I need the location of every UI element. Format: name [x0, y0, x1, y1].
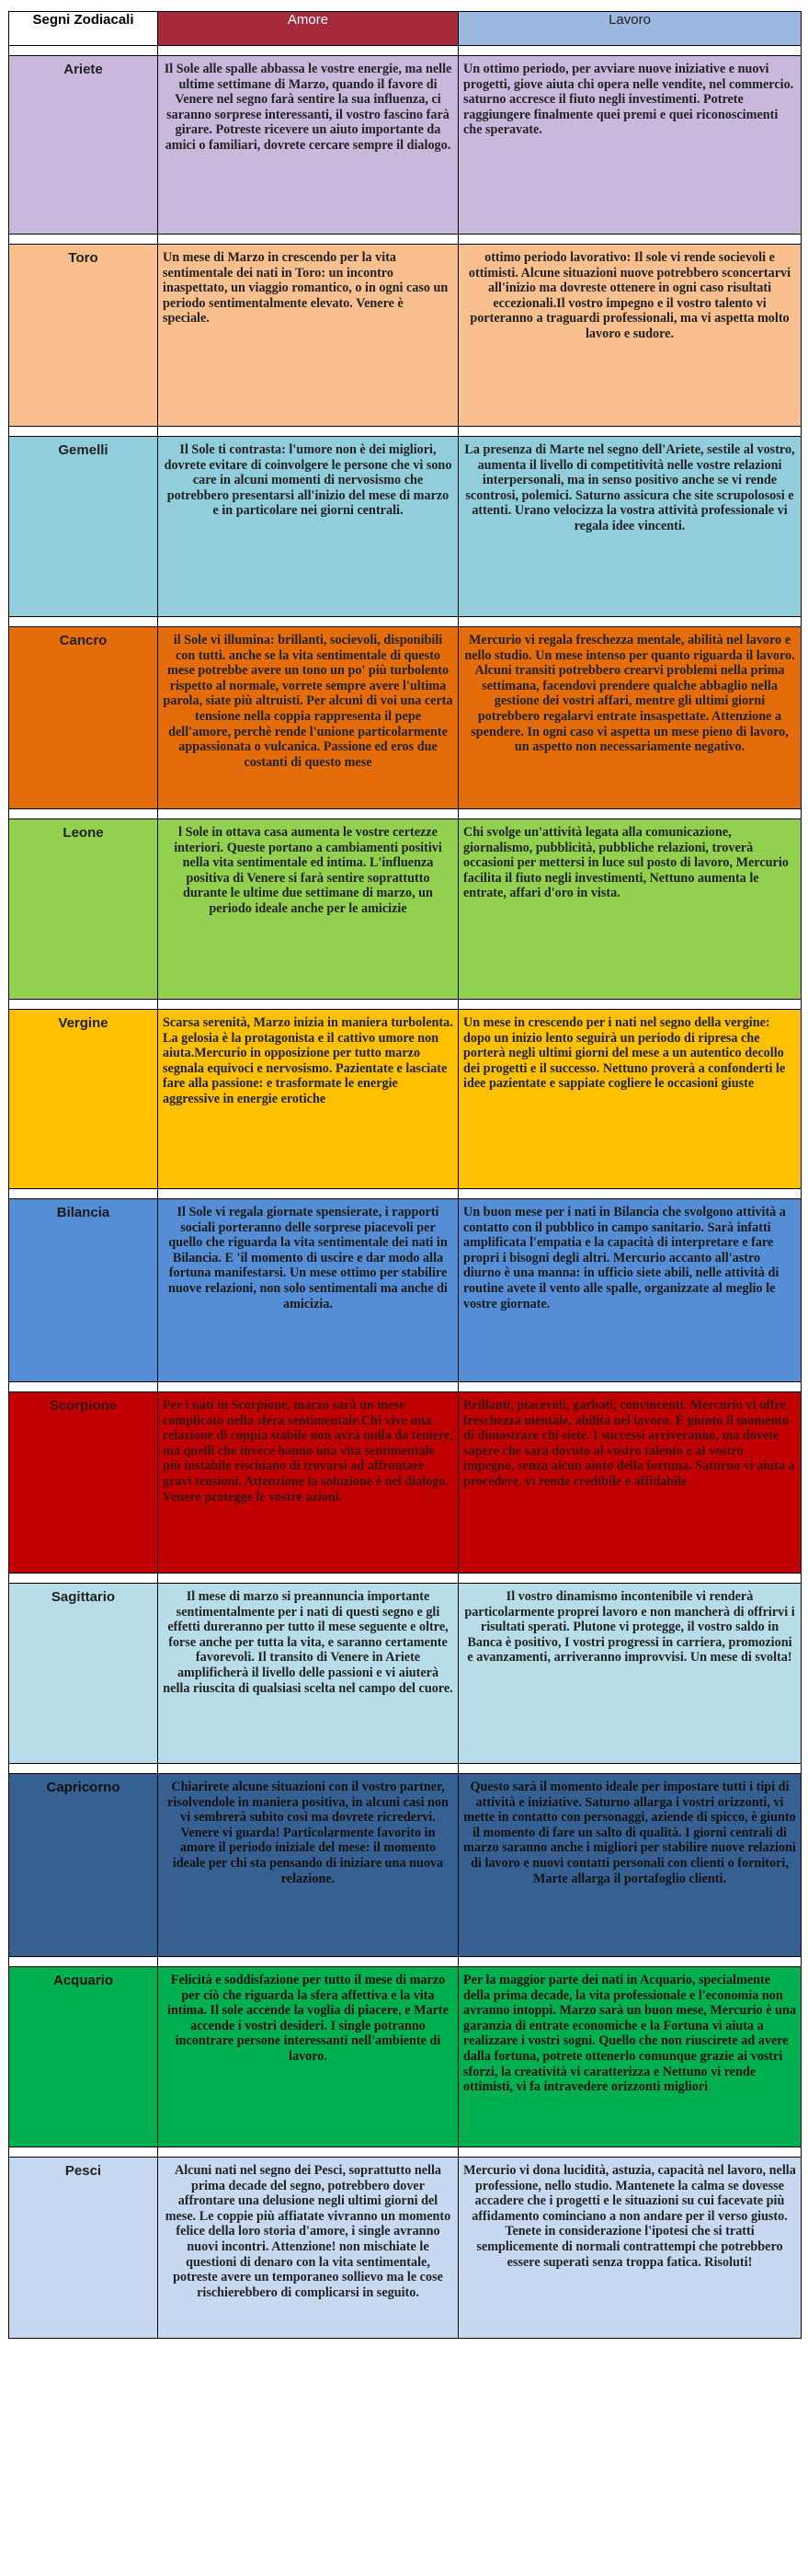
spacer-cell	[158, 1574, 459, 1584]
header-row	[9, 12, 802, 46]
love-text: l Sole in ottava casa aumenta le vostre certezze interiori. Queste portano a cambiamenti positivi nella vita sentimentale ed intima. L'influenza positiva di Venere si farà sentire soprattutto durante le ultime due settimane di marzo, un periodo ideale anche per le amicizie	[158, 819, 459, 1000]
sign-name: Pesci	[9, 2158, 158, 2339]
sign-row-bilancia	[9, 1199, 802, 1382]
love-text: Felicità e soddisfazione per tutto il mese di marzo per ciò che riguarda la sfera affettiva e la vita intima. Il sole accende la voglia di piacere, e Marte accende i vostri desideri. I single potranno incontrare persone interessanti nell'ambiente di lavoro.	[158, 1967, 459, 2147]
spacer-row	[9, 1382, 802, 1392]
spacer-row	[9, 809, 802, 819]
sign-name: Leone	[9, 819, 158, 1000]
sign-row-ariete	[9, 56, 802, 235]
spacer-row	[9, 1574, 802, 1584]
spacer-cell	[9, 1382, 158, 1392]
work-text: Mercurio vi dona lucidità, astuzia, capacità nel lavoro, nella professione, nello studio. Mantenete la calma se dovesse accadere che i progetti e le situazioni su cui facevate più affidamento cominciano a non andare per il verso giusto. Tenete in considerazione l'ipotesi che si tratti semplicemente di normali contrattempi che potrebbero essere superati senza troppa fatica. Risoluti!	[459, 2158, 802, 2339]
sign-name: Sagittario	[9, 1584, 158, 1764]
spacer-cell	[9, 617, 158, 627]
spacer-row	[9, 1764, 802, 1774]
sign-row-vergine	[9, 1010, 802, 1189]
spacer-cell	[158, 1764, 459, 1774]
work-text: Mercurio vi regala freschezza mentale, abilità nel lavoro e nello studio. Un mese intenso per quanto riguarda il lavoro. Alcuni transiti potrebbero crearvi problemi nella prima settimana, facendovi prendere qualche abbaglio nella gestione dei vostri affari, mentre gli ultimi giorni potrebbero regalarvi entrate insaspettate. Attenzione a spendere. In ogni caso vi aspetta un mese pieno di lavoro, un aspetto non necessariamente negativo.	[459, 627, 802, 809]
spacer-cell	[459, 427, 802, 437]
spacer-row	[9, 427, 802, 437]
love-text: il Sole vi illumina: brillanti, socievoli, disponibili con tutti. anche se la vita sentimentale di questo mese potrebbe avere un tono un po' più turbolento rispetto al normale, vorrete sempre avere l'ultima parola, siate più altruisti. Per alcuni di voi una certa tensione nella coppia rappresenta il pepe dell'amore, perchè rende l'unione particolarmente appassionata o vulcanica. Passione ed eros due costanti di questo mese	[158, 627, 459, 809]
spacer-cell	[9, 235, 158, 245]
spacer-cell	[9, 1189, 158, 1199]
spacer-cell	[459, 809, 802, 819]
spacer-cell	[459, 1574, 802, 1584]
sign-row-scorpione	[9, 1392, 802, 1574]
love-text: Per i nati in Scorpione, marzo sarà un mese complicato nella sfera sentimentale.Chi vive una relazione di coppia stabile non avrà nulla da temere, ma quelli che invece hanno una vita sentimentale più instabile rischiano di trovarsi ad affrontare gravi tensioni. Attenzione la soluzione è nel dialogo. Venere protegge le vostre azioni.	[158, 1392, 459, 1574]
work-text: Brillanti, piacevoli, garbati, convincenti. Mercurio vi offre freschezza mentale, abilità nel lavoro. È giunto il momento di dimostrare chi siete. I successi arriveranno, ma dovete sapere che sarà dovuto al vostro talento e al vostro impegno, senza alcun aiuto della fortuna. Satnrno vi aiuta a procedere, vi rende credibile e affidabile	[459, 1392, 802, 1574]
spacer-cell	[158, 2147, 459, 2158]
work-text: Un ottimo periodo, per avviare nuove iniziative e nuovi progetti, giove aiuta chi opera nelle vendite, nel commercio. saturno accresce il fiuto negli investimenti. Potrete raggiungere finalmente quei premi e quei riconoscimenti che speravate.	[459, 56, 802, 235]
sign-name: Toro	[9, 245, 158, 427]
spacer-cell	[9, 1574, 158, 1584]
spacer-row	[9, 46, 802, 56]
spacer-cell	[9, 2147, 158, 2158]
sign-row-pesci	[9, 2158, 802, 2339]
spacer-cell	[459, 235, 802, 245]
header-signs: Segni Zodiacali	[9, 12, 158, 46]
sign-name: Vergine	[9, 1010, 158, 1189]
love-text: Il Sole ti contrasta: l'umore non è dei migliori, dovrete evitare di coinvolgere le persone che vi sono care in alcuni momenti di nervosismo che potrebbero presentarsi all'inizio del mese di marzo e in particolare nei giorni centrali.	[158, 437, 459, 617]
sign-name: Capricorno	[9, 1774, 158, 1957]
spacer-cell	[9, 809, 158, 819]
love-text: Alcuni nati nel segno dei Pesci, soprattutto nella prima decade del segno, potrebbero dover affrontare una delusione negli ultimi giorni del mese. Le coppie più affiatate vivranno un momento felice della loro storia d'amore, i single avranno nuovi incontri. Attenzione! non mischiate le questioni di denaro con la vita sentimentale, potreste avere un temporaneo sollievo ma le cose rischierebbero di complicarsi in seguito.	[158, 2158, 459, 2339]
work-text: Un buon mese per i nati in Bilancia che svolgono attività a contatto con il pubblico in campo sanitario. Sarà infatti amplificata l'empatia e la capacità di interpretare e fare propri i bisogni degli altri. Mercurio accanto all'astro diurno è una manna: in ufficio siete abili, nelle attività di routine avete il vento alle spalle, organizzate al meglio le vostre giornate.	[459, 1199, 802, 1382]
sign-name: Acquario	[9, 1967, 158, 2147]
header-love: Amore	[158, 12, 459, 46]
work-text: Per la maggior parte dei nati in Acquario, specialmente della prima decade, la vita professionale e l'economia non avranno intoppi. Marzo sarà un buon mese, Mercurio è una garanzia di entrate economiche e la Fortuna vi aiuta a realizzare i vostri sogni. Quello che non riuscirete ad avere dalla fortuna, potrete ottenerlo comunque grazie ai vostri sforzi, la creatività vi caratterizza e Nettuno vi rende ottimisti, vi fa intravedere orizzonti migliori	[459, 1967, 802, 2147]
spacer-cell	[459, 1957, 802, 1967]
sign-name: Cancro	[9, 627, 158, 809]
love-text: Il mese di marzo si preannuncia importante sentimentalmente per i nati di questi segno e gli effetti dureranno per tutto il mese seguente e oltre, forse anche per tutta la vita, e saranno certamente favorevoli. Il transito di Venere in Ariete amplificherà il livello delle passioni e vi aiuterà nella riuscita di qualsiasi scelta nel campo del cuore.	[158, 1584, 459, 1764]
love-text: Il Sole vi regala giornate spensierate, i rapporti sociali porteranno delle sorprese piacevoli per quello che riguarda la vita sentimentale dei nati in Bilancia. E 'il momento di uscire e dar modo alla fortuna manifestarsi. Un mese ottimo per stabilire nuove relazioni, non solo sentimentali ma anche di amicizia.	[158, 1199, 459, 1382]
sign-row-gemelli	[9, 437, 802, 617]
spacer-cell	[459, 1382, 802, 1392]
spacer-cell	[158, 1957, 459, 1967]
spacer-cell	[459, 1764, 802, 1774]
sign-name: Gemelli	[9, 437, 158, 617]
spacer-cell	[158, 235, 459, 245]
spacer-cell	[459, 46, 802, 56]
spacer-cell	[459, 1000, 802, 1010]
sign-row-leone	[9, 819, 802, 1000]
spacer-cell	[158, 1189, 459, 1199]
spacer-cell	[158, 617, 459, 627]
sign-row-toro	[9, 245, 802, 427]
spacer-row	[9, 235, 802, 245]
table-body	[9, 12, 802, 2339]
spacer-row	[9, 1957, 802, 1967]
spacer-row	[9, 617, 802, 627]
work-text: La presenza di Marte nel segno dell'Ariete, sestile al vostro, aumenta il livello di competitività nelle vostre relazioni interpersonali, ma in senso positivo anche se vi rende scontrosi, polemici. Saturno assicura che site scrupolososi e attenti. Urano velocizza la vostra attività professionale vi regala idee vincenti.	[459, 437, 802, 617]
sign-name: Bilancia	[9, 1199, 158, 1382]
spacer-cell	[158, 427, 459, 437]
spacer-cell	[158, 1000, 459, 1010]
spacer-cell	[9, 1764, 158, 1774]
love-text: Il Sole alle spalle abbassa le vostre energie, ma nelle ultime settimane di Marzo, quando il favore di Venere nel segno farà sentire la sua influenza, ci saranno sorprese interessanti, il vostro fascino farà girare. Potreste ricevere un aiuto importante da amici o familiari, dovrete cercare sempre il dialogo.	[158, 56, 459, 235]
sign-name: Ariete	[9, 56, 158, 235]
horoscope-table	[8, 11, 802, 2339]
work-text: Chi svolge un'attività legata alla comunicazione, giornalismo, pubblicità, pubbliche relazioni, troverà occasioni per mettersi in luce sul posto di lavoro, Mercurio facilita il fiuto negli investimenti, Nettuno aumenta le entrate, affari d'oro in vista.	[459, 819, 802, 1000]
work-text: Un mese in crescendo per i nati nel segno della vergine: dopo un inizio lento seguirà un periodo di ripresa che porterà negli ultimi giorni del mese a un autentico decollo dei progetti e il successo. Nettuno proverà a confonderti le idee pazientate e sappiate cogliere le occasioni giuste	[459, 1010, 802, 1189]
header-work: Lavoro	[459, 12, 802, 46]
spacer-cell	[9, 46, 158, 56]
work-text: ottimo periodo lavorativo: Il sole vi rende socievoli e ottimisti. Alcune situazioni nuove potrebbero sconcertarvi all'inizio ma dovreste ottenere in ogni caso risultati eccezionali.Il vostro impegno e il vostro talento vi porteranno a traguardi professionali, ma vi aspetta molto lavoro e sudore.	[459, 245, 802, 427]
love-text: Un mese di Marzo in crescendo per la vita sentimentale dei nati in Toro: un incontro inaspettato, un viaggio romantico, o in ogni caso un periodo sentimentalmente elevato. Venere è speciale.	[158, 245, 459, 427]
spacer-cell	[459, 1189, 802, 1199]
spacer-cell	[9, 1000, 158, 1010]
work-text: Il vostro dinamismo incontenibile vi renderà particolarmente proprei lavoro e non mancherà di offrirvi i risultati sperati. Plutone vi protegge, il vostro saldo in Banca è positivo, I vostri progressi in carriera, promozioni e avanzamenti, arriveranno improvvisi. Un mese di svolta!	[459, 1584, 802, 1764]
spacer-cell	[9, 427, 158, 437]
spacer-cell	[459, 617, 802, 627]
spacer-row	[9, 2147, 802, 2158]
spacer-cell	[158, 46, 459, 56]
sign-row-acquario	[9, 1967, 802, 2147]
spacer-row	[9, 1000, 802, 1010]
spacer-cell	[9, 1957, 158, 1967]
sign-name: Scorpione	[9, 1392, 158, 1574]
work-text: Questo sarà il momento ideale per impostare tutti i tipi di attività e iniziative. Saturno allarga i vostri orizzonti, vi mette in contatto con personaggi, aziende di spicco, è giunto il momento di fare un salto di qualità. I giorni centrali di marzo saranno anche i migliori per stabilire nuove relazioni di lavoro e nuovi contatti personali con clienti o fornitori, Marte allarga il portafoglio clienti.	[459, 1774, 802, 1957]
sign-row-capricorno	[9, 1774, 802, 1957]
sign-row-cancro	[9, 627, 802, 809]
spacer-cell	[459, 2147, 802, 2158]
sign-row-sagittario	[9, 1584, 802, 1764]
spacer-cell	[158, 809, 459, 819]
love-text: Chiarirete alcune situazioni con il vostro partner, risolvendole in maniera positiva, in alcuni casi non vi sembrerà subito così ma dovrete ricredervi. Venere vi guarda! Particolarmente favorito in amore il periodo iniziale del mese: il momento ideale per chi sta pensando di iniziare una nuova relazione.	[158, 1774, 459, 1957]
spacer-row	[9, 1189, 802, 1199]
spacer-cell	[158, 1382, 459, 1392]
love-text: Scarsa serenità, Marzo inizia in maniera turbolenta. La gelosia è la protagonista e il cattivo umore non aiuta.Mercurio in opposizione per tutto marzo segnala equivoci e nervosismo. Pazientate e lasciate fare alla passione: e trasformate le energie aggressive in energie erotiche	[158, 1010, 459, 1189]
